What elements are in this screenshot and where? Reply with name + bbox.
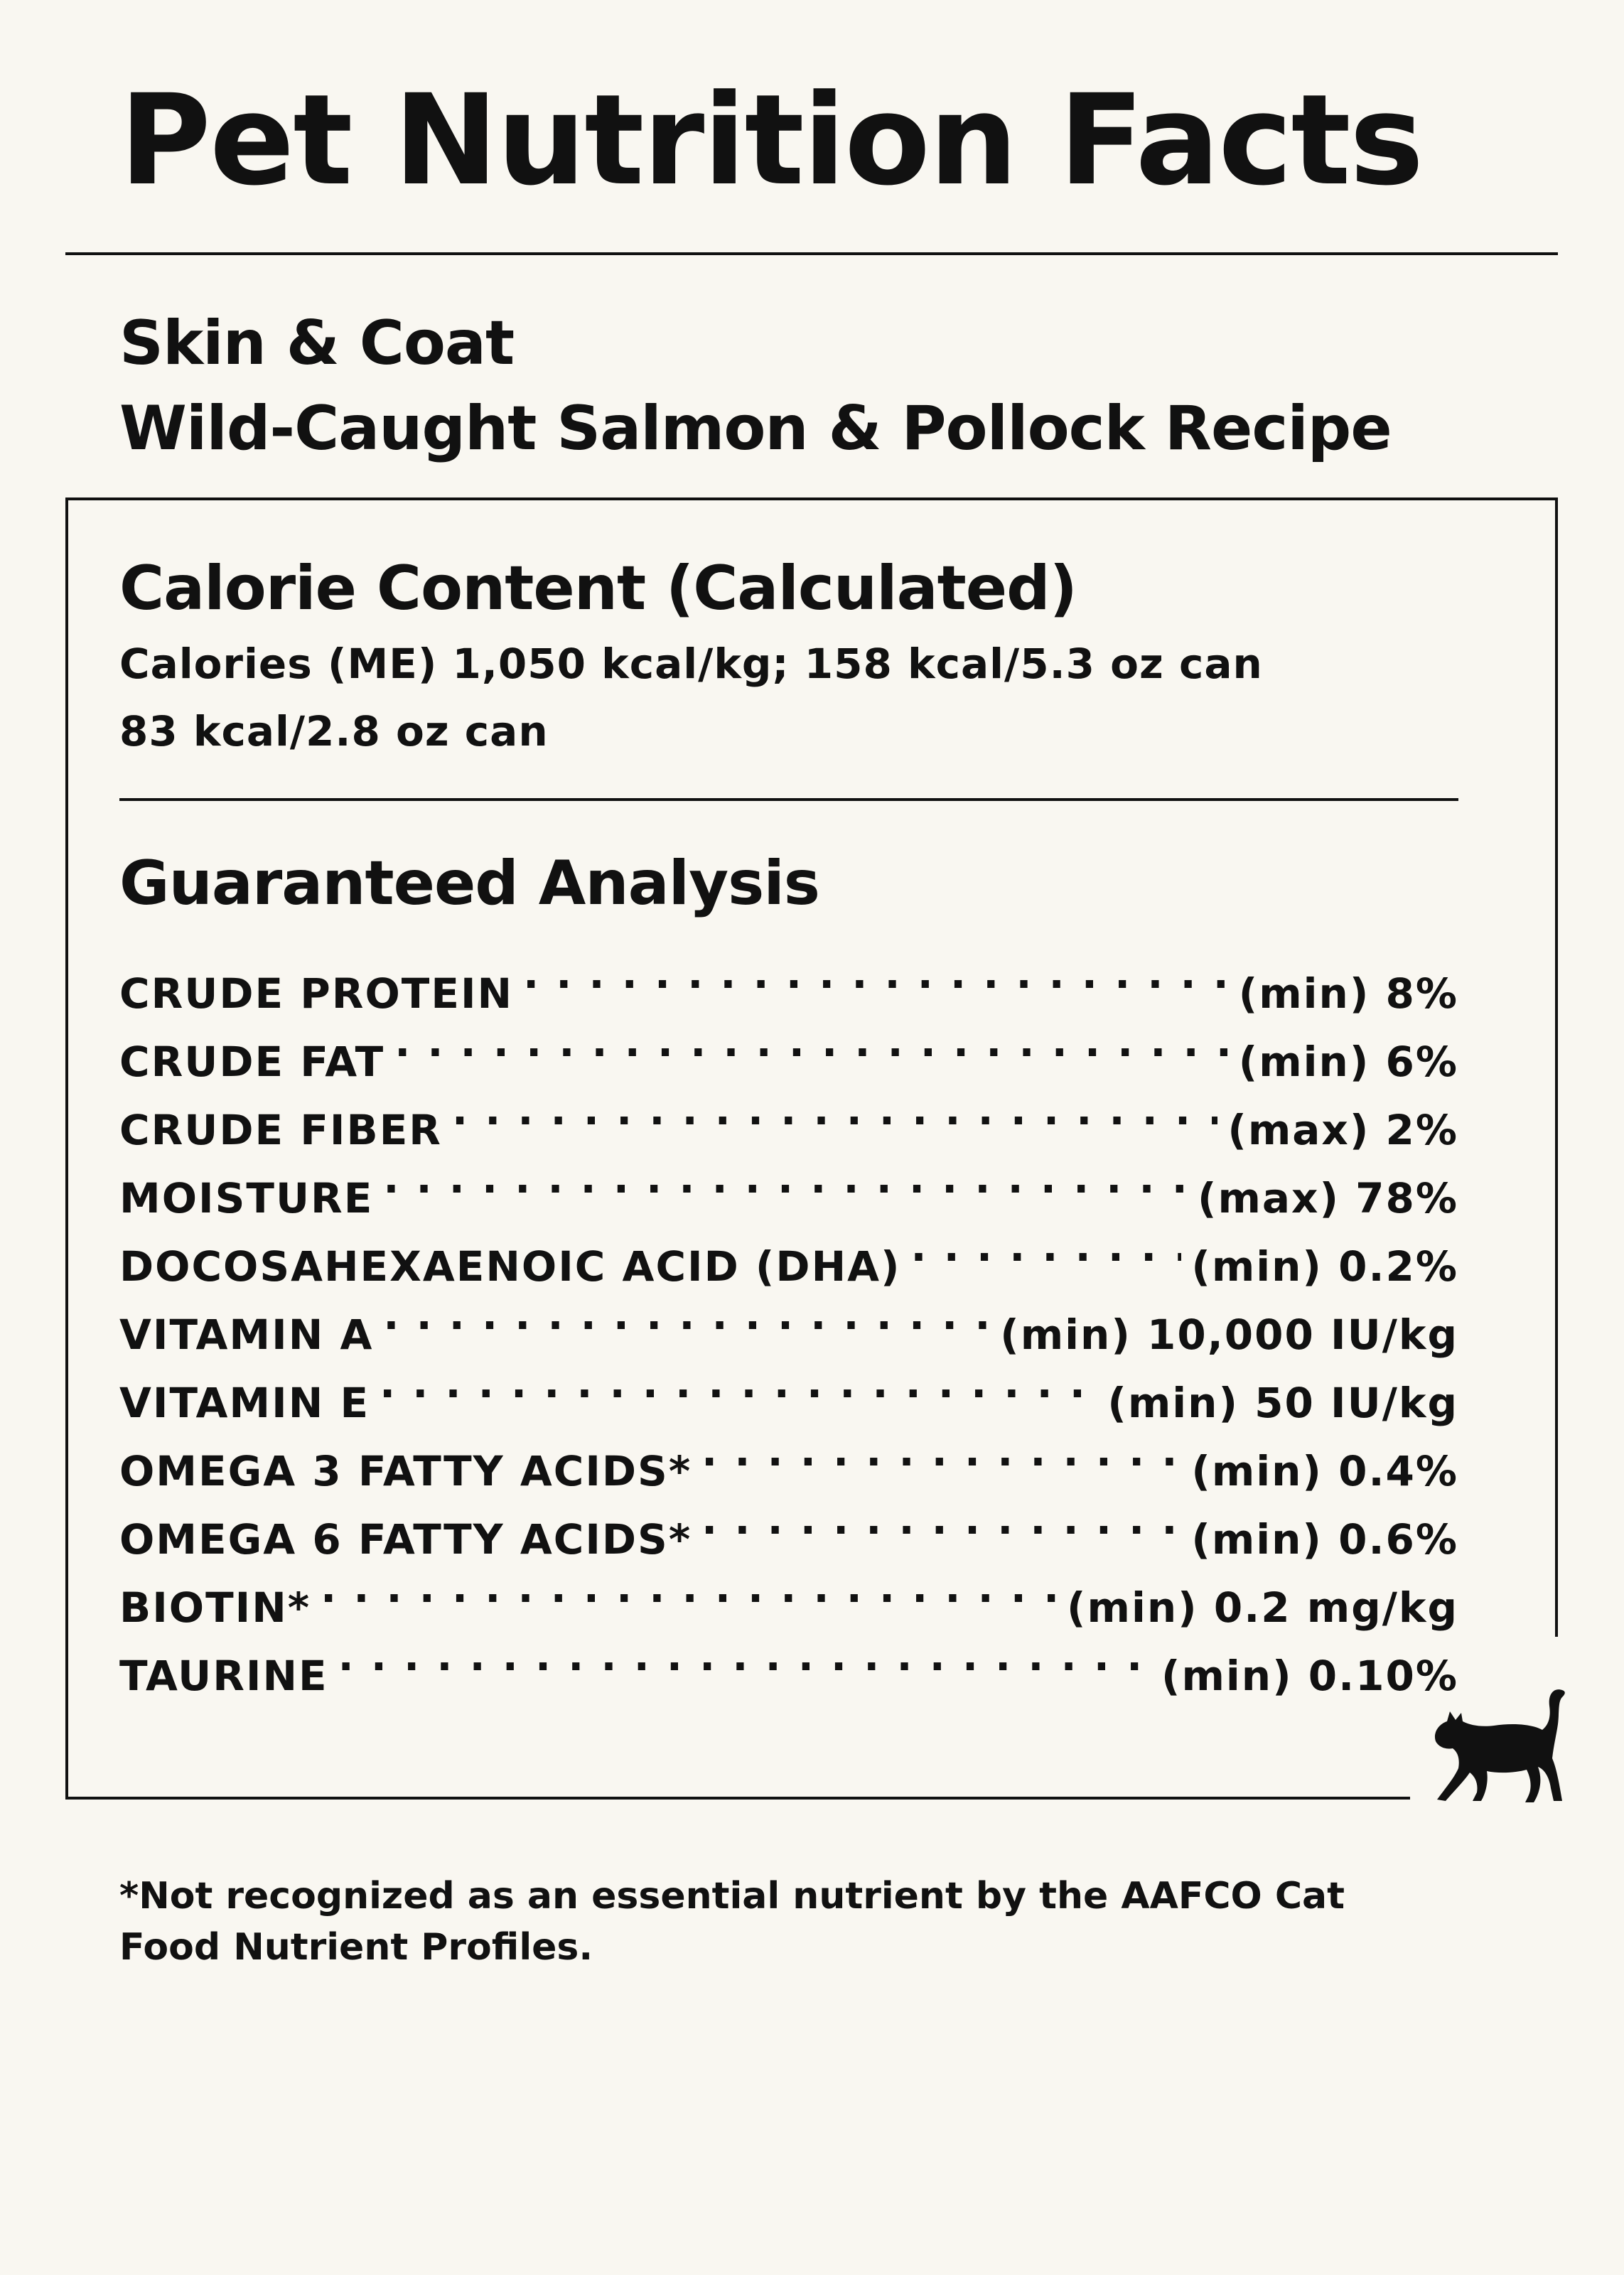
calorie-content-line: 83 kcal/2.8 oz can — [119, 707, 549, 755]
dot-leader — [383, 1144, 1188, 1212]
nutrition-panel-bottom-border — [65, 1797, 1410, 1800]
dot-leader — [383, 1281, 990, 1349]
nutrient-name: DOCOSAHEXAENOIC ACID (DHA) — [119, 1242, 901, 1291]
product-line: Skin & Coat — [119, 308, 515, 379]
nutrient-value: (min) 6% — [1238, 1038, 1458, 1086]
dot-leader — [452, 1076, 1217, 1144]
dot-leader — [911, 1212, 1182, 1281]
nutrient-value: (max) 2% — [1227, 1106, 1458, 1154]
dot-leader — [380, 1349, 1097, 1417]
nutrient-name: OMEGA 3 FATTY ACIDS* — [119, 1447, 692, 1495]
guaranteed-analysis-list — [119, 940, 1458, 1700]
nutrient-value: (min) 0.10% — [1161, 1652, 1458, 1700]
nutrient-name: TAURINE — [119, 1652, 328, 1700]
cat-silhouette-icon — [1429, 1684, 1571, 1805]
nutrient-value: (min) 0.2% — [1191, 1242, 1458, 1291]
footnote: *Not recognized as an essential nutrient by the AAFCO Cat Food Nutrient Profiles. — [119, 1875, 1345, 1969]
nutrient-value: (min) 50 IU/kg — [1107, 1379, 1458, 1427]
calorie-content-heading: Calorie Content (Calculated) — [119, 553, 1077, 624]
nutrient-name: CRUDE FAT — [119, 1038, 385, 1086]
dot-leader — [523, 940, 1229, 1008]
nutrient-value: (min) 8% — [1238, 969, 1458, 1018]
nutrient-value: (min) 0.4% — [1191, 1447, 1458, 1495]
section-divider — [119, 798, 1458, 801]
dot-leader — [701, 1485, 1181, 1554]
product-recipe-name: Wild-Caught Salmon & Pollock Recipe — [119, 393, 1392, 464]
nutrient-name: CRUDE PROTEIN — [119, 969, 514, 1018]
dot-leader — [321, 1554, 1057, 1622]
calorie-content-line: Calories (ME) 1,050 kcal/kg; 158 kcal/5.3 oz can — [119, 640, 1263, 688]
nutrient-value: (min) 0.2 mg/kg — [1067, 1583, 1458, 1632]
dot-leader — [394, 1008, 1229, 1076]
nutrition-panel-right-border — [1555, 498, 1558, 1637]
analysis-row — [119, 940, 1458, 1018]
nutrient-name: MOISTURE — [119, 1174, 374, 1222]
guaranteed-analysis-heading: Guaranteed Analysis — [119, 848, 819, 919]
nutrient-name: CRUDE FIBER — [119, 1106, 442, 1154]
nutrient-name: VITAMIN A — [119, 1311, 374, 1359]
nutrient-name: VITAMIN E — [119, 1379, 370, 1427]
nutrient-name: OMEGA 6 FATTY ACIDS* — [119, 1515, 692, 1564]
dot-leader — [338, 1622, 1151, 1690]
nutrient-name: BIOTIN* — [119, 1583, 311, 1632]
nutrient-value: (min) 10,000 IU/kg — [1000, 1311, 1458, 1359]
dot-leader — [701, 1417, 1181, 1485]
title-divider — [65, 252, 1558, 255]
page-title: Pet Nutrition Facts — [119, 68, 1423, 213]
nutrient-value: (min) 0.6% — [1191, 1515, 1458, 1564]
nutrient-value: (max) 78% — [1197, 1174, 1458, 1222]
